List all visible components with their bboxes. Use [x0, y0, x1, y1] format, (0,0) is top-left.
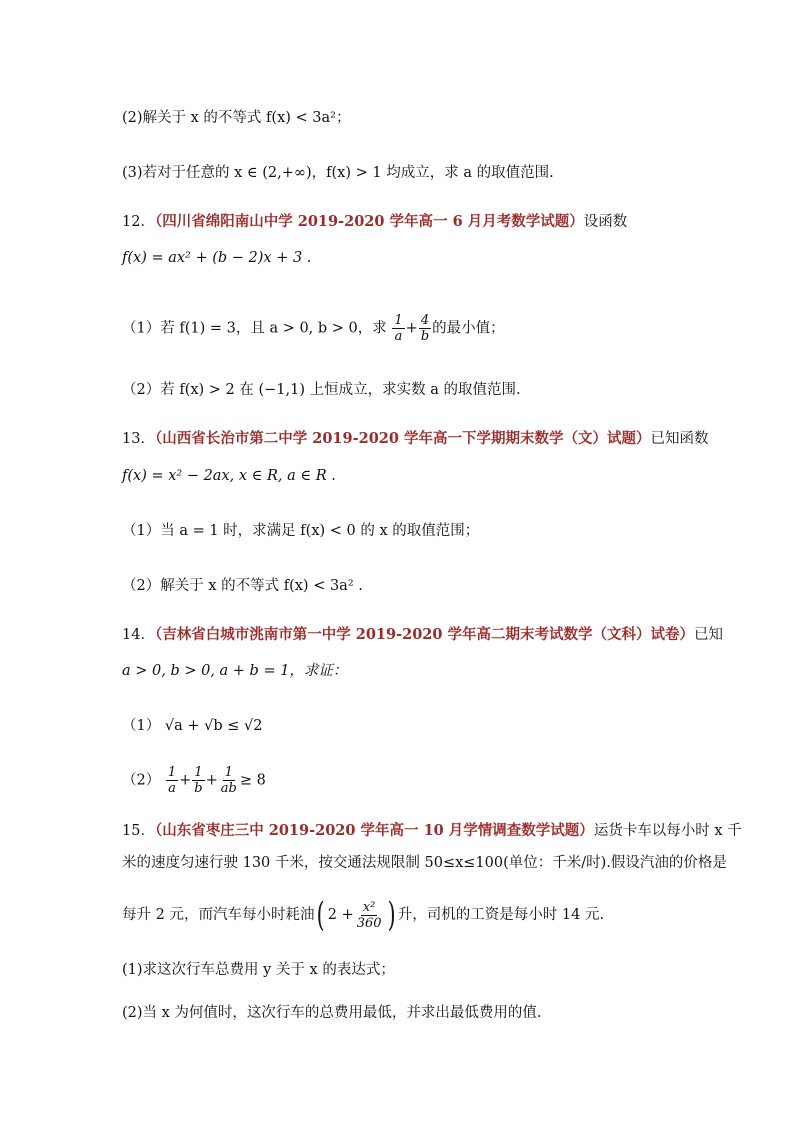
q15-number: 15．: [122, 823, 155, 839]
q13-heading: [122, 429, 734, 449]
q15-intro: 运货卡车以每小时 x 千: [593, 823, 742, 839]
fuel-expression: ( 2 + $\frac{\text{x²}}{360}$ ): [317, 895, 396, 935]
q13-intro: 已知函数: [650, 431, 709, 447]
q15-source: （山东省枣庄三中 2019-2020 学年高一 10 月学情调查数学试题）: [154, 822, 594, 839]
q14-condition: a > 0, b > 0, a + b = 1，求证：: [122, 663, 348, 679]
q13-function: f(x) = x² − 2ax, x ∈ R, a ∈ R .: [122, 468, 336, 484]
q14-part2: （2） $\frac{1}{a}$ + $\frac{1}{b}$ + $\frac{1}{ab}$ ≥ 8: [122, 765, 266, 796]
q13-source: （山西省长治市第二中学 2019-2020 学年高一下学期期末数学（文）试题）: [154, 430, 651, 447]
fraction-1-over-b: $\frac{1}{b}$: [194, 765, 203, 796]
q15-part1: (1)求这次行车总费用 y 关于 x 的表达式；: [122, 962, 395, 978]
q12-function: f(x) = ax² + (b − 2)x + 3 .: [122, 250, 312, 266]
q14-number: 14．: [122, 627, 155, 643]
q15-part2: (2)当 x 为何值时，这次行车的总费用最低，并求出最低费用的值.: [122, 1005, 542, 1021]
q12-heading: [122, 212, 734, 232]
fraction-x2-over-360: $\frac{\text{x²}}{360}$: [356, 899, 382, 931]
fraction-1-over-a: $\frac{1}{a}$: [167, 765, 177, 796]
q13-part2: （2）解关于 x 的不等式 f(x) < 3a² .: [122, 578, 363, 594]
q13-part1: （1）当 a = 1 时，求满足 f(x) < 0 的 x 的取值范围；: [122, 523, 480, 539]
fraction-1-over-a: $\frac{1}{a}$: [394, 313, 403, 344]
q12-part1: （1）若 f(1) = 3，且 a > 0, b > 0，求 $\frac{1}{a}$ + $\frac{4}{b}$ 的最小值；: [122, 313, 505, 344]
q15-line3: 每升 2 元，而汽车每小时耗油 ( 2 + $\frac{\text{x²}}{360}$ ) 升，司机的工资是每小时 14 元.: [122, 895, 605, 935]
q14-heading: [122, 625, 734, 645]
q11-part2: (2)解关于 x 的不等式 f(x) < 3a²；: [122, 110, 351, 126]
fraction-1-over-ab: $\frac{1}{ab}$: [220, 765, 237, 796]
q12-source: （四川省绵阳南山中学 2019-2020 学年高一 6 月月考数学试题）: [154, 213, 584, 230]
q15-heading: [122, 821, 742, 841]
q12-number: 12．: [122, 214, 155, 230]
q12-intro: 设函数: [583, 214, 628, 230]
q12-part2: （2）若 f(x) > 2 在 (−1,1) 上恒成立，求实数 a 的取值范围.: [122, 382, 521, 398]
q14-source: （吉林省白城市洮南市第一中学 2019-2020 学年高二期末考试数学（文科）试卷）: [154, 626, 695, 643]
fraction-4-over-b: $\frac{4}{b}$: [420, 313, 430, 344]
q14-intro: 已知: [694, 627, 724, 643]
q13-number: 13．: [122, 431, 155, 447]
q15-line2: 米的速度匀速行驶 130 千米，按交通法规限制 50≤x≤100(单位：千米/时).假设汽油的价格是: [122, 855, 727, 871]
q14-part1: （1） √a + √b ≤ √2: [122, 718, 263, 734]
q11-part3: (3)若对于任意的 x ∈ (2,+∞)，f(x) > 1 均成立，求 a 的取值范围.: [122, 165, 554, 181]
